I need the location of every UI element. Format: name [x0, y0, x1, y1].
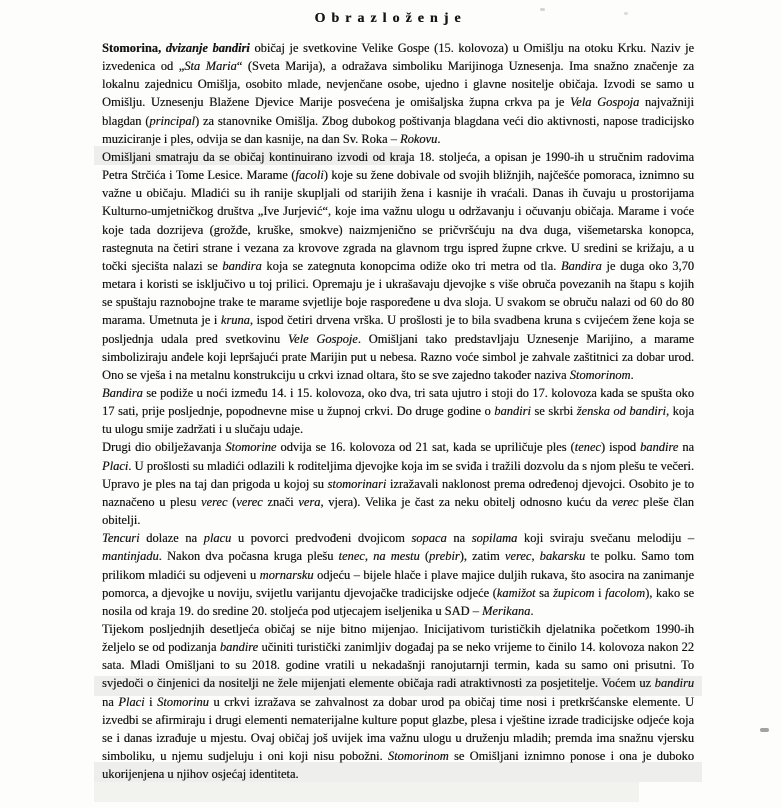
- paragraph: [102, 148, 694, 384]
- text-run: principal: [149, 113, 195, 128]
- text-run: verec: [236, 494, 263, 509]
- text-run: odvija se 16. kolovoza od 21 sat, kada se upriličuje ples (: [276, 440, 575, 455]
- text-run: , koja tu ulogu smije zadržati i u slučaju udaje.: [102, 404, 694, 437]
- text-run: bandiri: [494, 404, 531, 419]
- text-run: sa: [535, 585, 553, 600]
- text-run: Stomorinom: [569, 367, 631, 382]
- text-run: ) za stanovnike Omišlja. Zbog dubokog poštivanja blagdana veći dio aktivnosti, napose tradicijsko muziciranje i ples, odvija se dan kasnije, na dan Sv. Roka –: [102, 113, 694, 146]
- text-run: stomorinari: [327, 476, 387, 491]
- text-run: ), kako se nosila od kraja 19. do sredine 20. stoljeća pod utjecajem iseljenika u SAD –: [102, 585, 694, 618]
- text-run: facoli: [295, 168, 324, 183]
- text-run: Stomorina,: [102, 41, 166, 55]
- text-run: Rokovu: [399, 131, 438, 146]
- text-run: koji sviraju svečanu melodiju –: [517, 531, 694, 546]
- paragraph: [102, 39, 694, 148]
- text-run: facolom: [605, 585, 646, 600]
- text-run: tenec: [574, 440, 601, 455]
- text-run: Stomorinu: [157, 694, 209, 709]
- text-run: verec: [200, 494, 228, 509]
- text-run: na: [446, 531, 472, 546]
- text-run: na: [102, 694, 119, 709]
- text-run: Stomorinom: [387, 749, 449, 764]
- text-run: vera: [298, 494, 321, 509]
- text-run: te polku. Samo tom prilikom mladići su odjeveni u: [102, 549, 694, 582]
- text-run: ,: [531, 549, 540, 564]
- text-run: i: [594, 585, 605, 600]
- text-run: ) ispod: [600, 440, 641, 455]
- text-run: Tencuri: [102, 531, 140, 546]
- document-body: [102, 39, 694, 783]
- text-run: .: [630, 367, 634, 382]
- scan-speck: [760, 728, 769, 732]
- text-run: znači: [262, 494, 299, 509]
- text-run: u crkvi izražava se zahvalnost za dobar urod pa običaj time nosi i pretkršćanske elemente. U izvedbi se afirmiraju i drugi elementi nematerijalne kulture poput glazbe, plesa i vještine izrade tradicijske odjeće koja se i danas izrađuje u mjestu. Ovaj običaj još uvijek ima važnu ulogu u druženju mladih; premda ima snažnu vjersku simboliku, u njemu sudjeluju i oni koji nisu pobožni.: [102, 694, 694, 764]
- scan-artifact-band: [94, 782, 639, 802]
- text-run: Bandira: [102, 385, 143, 400]
- text-run: . U prošlosti su mladići odlazili k roditeljima djevojke koja im se sviđa i tražili dozvolu da s njom plešu te večeri. Upravo je ples na taj dan prigoda u kojoj su: [102, 458, 694, 491]
- text-run: Tijekom posljednjih desetljeća običaj se nije bitno mijenjao. Inicijativom turističkih djelatnika početkom 1990-ih željelo se od podizanja: [102, 622, 694, 655]
- text-run: dolaze na: [139, 531, 204, 546]
- text-run: je duga oko 3,70 metara i koristi se isključivo u toj prilici. Opremaju je i ukrašavaju djevojke s više obruča povezanih na štapu s kojih se spuštaju raznobojne trake te marame svjetlije boje raspoređene u dva sloja. U svakom se obruču nalazi od 60 do 80 marama. Umetnuta je i: [102, 258, 695, 328]
- text-run: koja se zategnuta konopcima odiže oko tri metra od tla.: [261, 258, 561, 273]
- text-run: bandiru: [654, 676, 694, 691]
- text-run: Merikana: [481, 603, 531, 618]
- text-run: bandire: [219, 640, 259, 655]
- text-run: u povorci predvođeni dvojicom: [231, 531, 412, 546]
- text-run: , ispod četiri drvena vrška. U prošlosti je to bila svadbena kruna s cvijećem žene koja se posljednja udala pred svetkovinu: [102, 313, 695, 346]
- text-run: prebir: [429, 549, 460, 564]
- text-run: dvizanje bandiri: [165, 41, 250, 55]
- paragraph: [102, 438, 694, 529]
- text-run: učiniti turistički zanimljiv događaj pa se neko vrijeme to činilo 14. kolovoza nakon 22 sata. Mladi Omišljani to su 2018. godine vratili u nekadašnji ranojutarnji termin, kada su samo oni prisutni. To svjedoči o činjenici da nositelji ne žele mijenjati elemente običaja radi atraktivnosti za posjetitelje. Voćem uz: [102, 640, 694, 691]
- text-run: Stomorine: [225, 440, 277, 455]
- text-run: Omišljani smatraju da se običaj kontinuirano izvodi od kraja 18. stoljeća, a opisan je 1990-ih u stručnim radovima Petra Strčića i Tome Lesice. Marame (: [102, 149, 694, 183]
- text-run: sopilama: [471, 531, 518, 546]
- text-run: se podiže u noći između 14. i 15. kolovoza, oko dva, tri sata ujutro i stoji do 17. kolovoza kada se spušta oko 17 sati, prije posljednje, popodnevne mise u župnoj crkvi. Do druge godine o: [102, 385, 694, 419]
- text-run: na: [678, 440, 695, 455]
- text-run: Placi: [102, 458, 129, 473]
- text-run: Placi: [118, 694, 145, 709]
- text-run: Vele Gospoje: [287, 331, 358, 346]
- text-run: kruna: [220, 313, 250, 328]
- text-run: mantinjadu: [102, 549, 159, 564]
- text-run: bandire: [640, 440, 679, 455]
- text-run: na mestu: [373, 549, 420, 564]
- text-run: (: [227, 494, 237, 509]
- text-run: placu: [203, 531, 232, 546]
- text-run: ) koje su žene dobivale od svojih bližnjih, najčešće pomoraca, iznimno su važne u običaju. Mladići su ih ranije skupljali od starijih žena i kasnije ih vraćali. Danas ih čuvaju u prostorijama Kulturno-umjetničkog društva „Ive Jurjević“, koje ima važnu ulogu u održavanju i očuvanju običaja. Marame i voće koje tada dozrijeva (grožđe, kruške, smokve) naizmjenično se pričvršćuju na dva duga, višemetarska konopca, rastegnuta na četiri strane i vezana za krovove zgrada na glavnom trgu ispred župne crkve. U sredini se križaju, a u točki sjecišta nalazi se: [102, 168, 694, 273]
- text-run: Bandira: [560, 258, 602, 273]
- text-run: ,: [364, 549, 374, 564]
- text-run: običaj je svetkovine Velike Gospe (15. kolovoza) u Omišlju na otoku Krku. Naziv je izvedenica od „: [102, 41, 694, 74]
- text-run: kamižot: [496, 585, 536, 600]
- text-run: Vela Gospoja: [569, 95, 640, 110]
- text-run: odjeću – bijele hlače i plave majice duljih rukava, što asocira na zanimanje pomorca, a djevojke u noviju, svijetlu varijantu djevojačke tradicijske odjeće (: [102, 567, 694, 600]
- paragraph: [102, 529, 694, 620]
- text-run: (: [419, 549, 429, 564]
- text-run: ), zatim: [459, 549, 505, 564]
- text-run: “ (Sveta Marija), a odražava simboliku Marijinoga Uznesenja. Ima snažno značenje za lokalnu zajednicu Omišlja, osobito mlade, nevjenčane osobe, ujedno i glavne nositelje običaja. Izvodi se samo u Omišlju. Uznesenju Blažene Djevice Marije posvećena je omišaljska župna crkva pa je: [102, 59, 694, 110]
- text-run: najvažniji blagdan (: [102, 95, 694, 128]
- text-run: mornarsku: [259, 567, 314, 582]
- text-run: Sta Maria: [184, 59, 237, 74]
- text-run: pleše član obitelji.: [102, 494, 694, 528]
- text-run: . Nakon dva počasna kruga plešu: [158, 549, 339, 564]
- text-run: se skrbi: [530, 404, 577, 419]
- text-run: se Omišljani iznimno ponose i ona je duboko ukorijenjena u njihov osjećaj identiteta.: [102, 749, 694, 782]
- text-run: . Omišljani tako predstavljaju Uznesenje Marijino, a marame simboliziraju anđele koji lepršajući prate Marijin put u nebesa. Razno voće simbol je zahvale zaštitnici za dobar urod. Ono se vješa i na metalnu konstrukciju u crkvi iznad oltara, što se sve zajedno također naziva: [102, 331, 695, 382]
- text-run: župicom: [552, 585, 595, 600]
- text-run: verec: [504, 549, 532, 564]
- text-run: sopaca: [411, 531, 447, 546]
- paragraph: [102, 620, 694, 783]
- text-run: .: [437, 131, 441, 146]
- text-run: bakarsku: [539, 549, 586, 564]
- text-run: ženska od bandiri: [576, 404, 666, 419]
- text-run: i: [144, 694, 158, 709]
- text-run: izražavali naklonost prema određenoj djevojci. Osobito je to naznačeno u plesu: [102, 476, 694, 509]
- document-title: Obrazloženje: [314, 11, 467, 26]
- paragraph: [102, 384, 694, 438]
- text-run: tenec: [338, 549, 365, 564]
- text-run: , vjera). Velika je čast za neku obitelj odnosno kuću da: [320, 494, 612, 509]
- text-run: Drugi dio obilježavanja: [102, 440, 226, 455]
- text-run: bandira: [222, 258, 262, 273]
- text-run: verec: [611, 494, 639, 509]
- text-run: .: [530, 603, 534, 618]
